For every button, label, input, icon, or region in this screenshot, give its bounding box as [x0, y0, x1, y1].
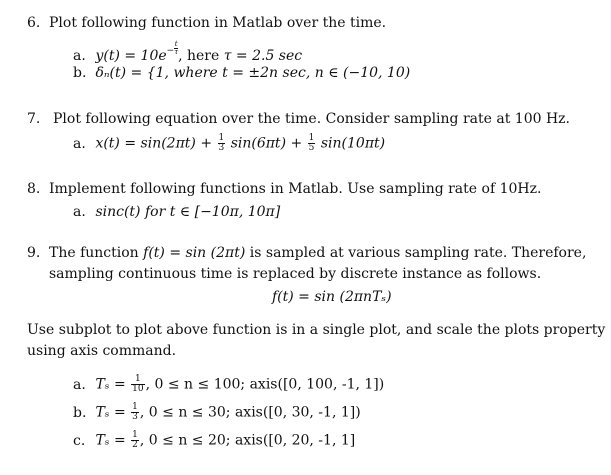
item-label: b.	[73, 65, 87, 81]
question-number: 8.	[27, 181, 41, 197]
equation-part-3: sin(10πt)	[320, 135, 386, 152]
range-and-axis: , 0 ≤ n ≤ 30; axis([0, 30, -1, 1])	[139, 404, 361, 421]
sampled-function-equation: f(t) = sin (2πnTₛ)	[272, 289, 392, 305]
item-label: b.	[73, 404, 87, 421]
question-text: Plot following function in Matlab over the time.	[49, 15, 387, 31]
question-text-line-2: sampling continuous time is replaced by discrete instance as follows.	[49, 266, 542, 282]
item-label: a.	[73, 204, 86, 220]
fraction-one-third: $\frac{1}{3}$	[218, 133, 225, 153]
question-6-item-a	[73, 41, 302, 66]
question-9-item-c	[73, 431, 355, 451]
instruction-line-1: Use subplot to plot above function is in a single plot, and scale the plots property	[27, 322, 606, 338]
question-6-item-b	[73, 64, 410, 83]
sampling-period: Tₛ =	[95, 432, 126, 449]
sampling-fraction: $\frac{1}{10}$	[132, 374, 144, 394]
question-text-line-1: The function f(t) = sin (2πt) is sampled at various sampling rate. Therefore,	[49, 245, 587, 261]
question-text: Plot following equation over the time. Consider sampling rate at 100 Hz.	[53, 111, 570, 127]
sinc-equation: sinc(t) for t ∈ [−10π, 10π]	[95, 204, 281, 220]
question-7-item-a	[73, 134, 385, 154]
range-and-axis: , 0 ≤ n ≤ 20; axis([0, 20, -1, 1]	[139, 432, 356, 449]
item-label: a.	[73, 48, 86, 64]
fraction-numerator: t	[174, 40, 178, 48]
question-number: 6.	[27, 15, 41, 31]
exponent-sign: −	[166, 46, 175, 56]
question-number: 9.	[27, 245, 41, 261]
equation-lhs: y(t) = 10e	[95, 48, 167, 64]
equation-part-1: x(t) = sin(2πt) +	[95, 135, 213, 152]
here-text: , here	[178, 48, 220, 64]
question-8-item-a	[73, 203, 280, 222]
sampling-fraction: $\frac{1}{2}$	[132, 430, 138, 450]
item-label: c.	[73, 432, 86, 449]
question-9-item-b	[73, 403, 361, 423]
sampling-period: Tₛ =	[95, 376, 126, 393]
sampling-fraction: $\frac{1}{3}$	[132, 402, 138, 422]
sampling-period: Tₛ =	[95, 404, 126, 421]
question-9-item-a	[73, 375, 384, 395]
delta-equation: δₙ(t) = {1, where t = ±2n sec, n ∈ (−10, 10)	[95, 65, 411, 81]
range-and-axis: , 0 ≤ n ≤ 100; axis([0, 100, -1, 1])	[145, 376, 385, 393]
fraction-denominator: τ	[174, 48, 179, 56]
question-text: Implement following functions in Matlab. Use sampling rate of 10Hz.	[49, 181, 542, 197]
question-number: 7.	[27, 111, 41, 127]
fraction-one-fifth: $\frac{1}{5}$	[308, 133, 315, 153]
equation-part-2: sin(6πt) +	[230, 135, 303, 152]
tau-value: τ = 2.5 sec	[223, 48, 303, 64]
item-label: a.	[73, 135, 86, 152]
function-expression: f(t) = sin (2πt)	[143, 245, 246, 261]
instruction-line-2: using axis command.	[27, 343, 177, 359]
item-label: a.	[73, 376, 86, 393]
